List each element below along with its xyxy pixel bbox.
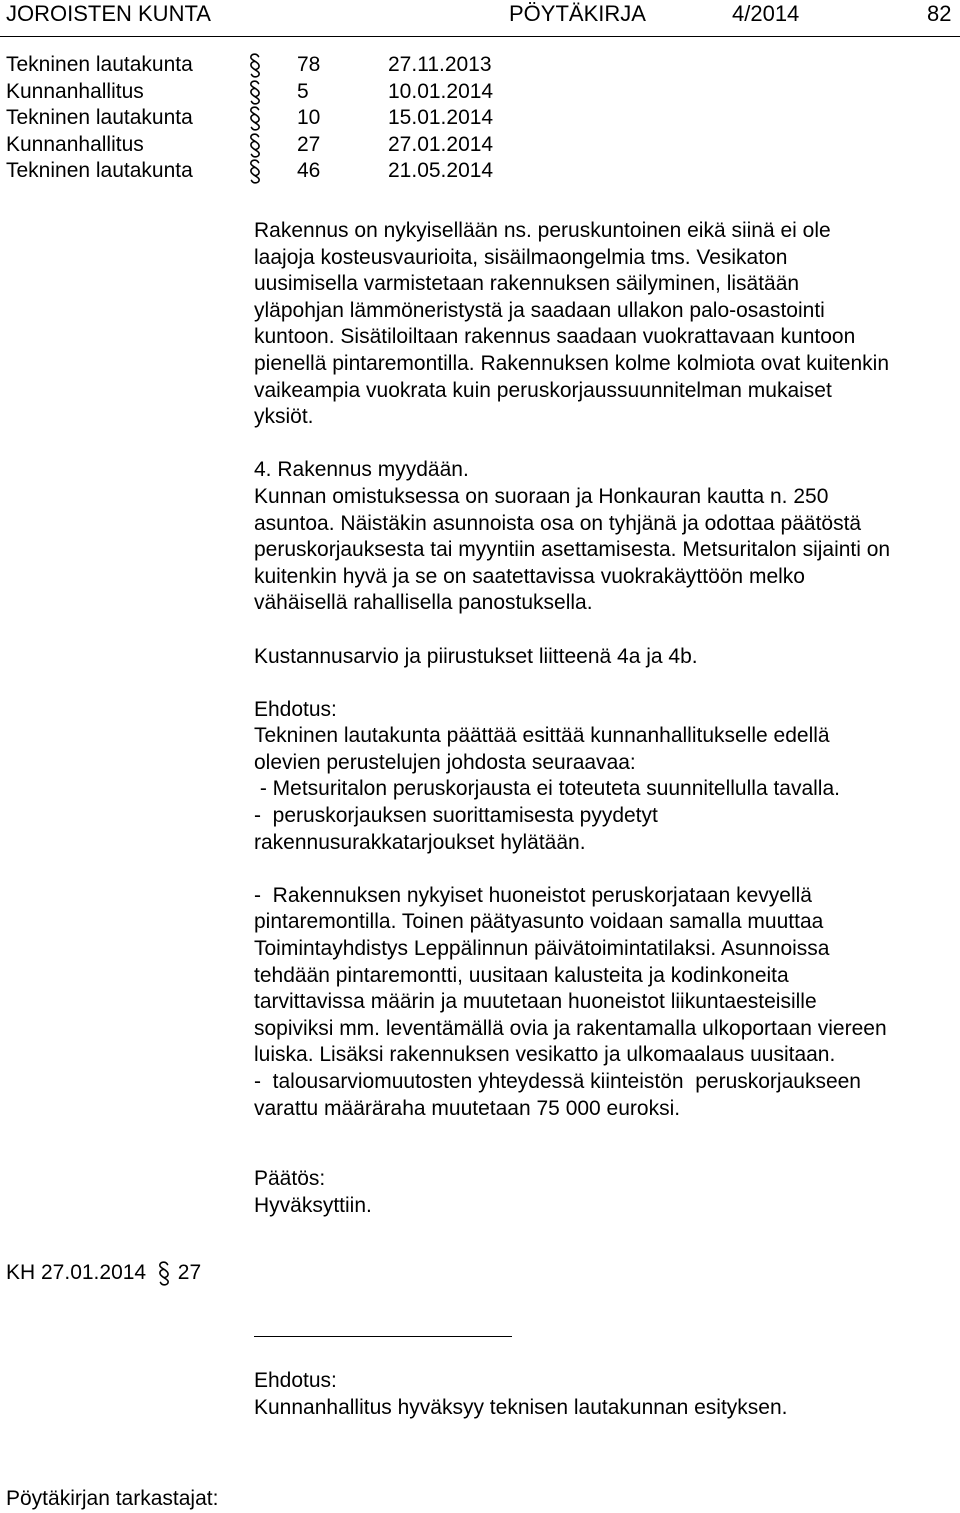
separator-line [254, 1336, 512, 1337]
text-line: - Rakennuksen nykyiset huoneistot peruskorjataan kevyellä [254, 883, 812, 907]
text-line: Kunnan omistuksessa on suoraan ja Honkauran kautta n. 250 [254, 484, 829, 508]
kh-proposal-text: Kunnanhallitus hyväksyy teknisen lautakunnan esityksen. [254, 1395, 788, 1419]
handling-history [6, 52, 706, 185]
attachments-note: Kustannusarvio ja piirustukset liitteenä 4a ja 4b. [254, 644, 698, 668]
text-line: pintaremontilla. Toinen päätyasunto voidaan samalla muuttaa [254, 910, 824, 934]
text-line: Rakennus on nykyisellään ns. peruskuntoinen eikä siinä ei ole [254, 219, 831, 242]
text-line: luiska. Lisäksi rakennuksen vesikatto ja ulkomaalaus uusitaan. [254, 1043, 836, 1067]
option-paragraph [254, 457, 960, 617]
text-line: 4. Rakennus myydään. [254, 458, 469, 482]
text-line: tehdään pintaremontti, uusitaan kalusteita ja kodinkoneita [254, 963, 789, 987]
issue-number: 4/2014 [732, 1, 800, 26]
kh-reference [6, 1260, 201, 1287]
section-number: 78 [297, 53, 321, 76]
text-line: - Metsuritalon peruskorjausta ei toteuteta suunnitellulla tavalla. [254, 777, 840, 801]
kh-proposal-label: Ehdotus: [254, 1369, 337, 1392]
meeting-date: 15.01.2014 [388, 106, 494, 130]
history-body: Tekninen lautakunta [6, 53, 193, 76]
page-number: 82 [927, 1, 952, 26]
text-line: Toimintayhdistys Leppälinnun päivätoimintatilaksi. Asunnoissa [254, 937, 830, 961]
proposal-label: Ehdotus: [254, 697, 337, 721]
text-line: Tekninen lautakunta päättää esittää kunnanhallitukselle edellä [254, 724, 830, 748]
text-line: yksiöt. [254, 405, 314, 429]
text-line: uusimisella varmistetaan rakennuksen säilyminen, lisätään [254, 272, 800, 296]
meeting-date: 27.11.2013 [388, 53, 492, 76]
section-sign-icon [247, 132, 263, 159]
text-line: varattu määräraha muutetaan 75 000 euroksi. [254, 1096, 681, 1120]
history-row [6, 132, 706, 159]
text-line: olevien perustelujen johdosta seuraavaa: [254, 750, 636, 774]
history-row [6, 52, 706, 79]
section-number: 10 [297, 106, 321, 130]
section-sign-icon [156, 1260, 172, 1287]
proposal-text-continued [254, 883, 960, 1122]
minutes-reviewers-label: Pöytäkirjan tarkastajat: [6, 1487, 219, 1510]
text-line: sopiviksi mm. leventämällä ovia ja rakentamalla ulkoportaan viereen [254, 1016, 887, 1040]
text-line: vaikeampia vuokrata kuin peruskorjaussuunnitelman mukaiset [254, 378, 832, 402]
agenda-body [254, 218, 960, 1219]
text-line: pienellä pintaremontilla. Rakennuksen kolme kolmiota ovat kuitenkin [254, 351, 890, 375]
history-body: Tekninen lautakunta [6, 159, 193, 183]
text-line: peruskorjauksesta tai myyntiin asettamisesta. Metsuritalon sijainti on [254, 538, 891, 562]
history-row [6, 158, 706, 185]
history-body: Kunnanhallitus [6, 79, 144, 103]
background-paragraph [254, 218, 960, 431]
section-sign-icon [247, 79, 263, 106]
text-line: kuitenkin hyvä ja se on saatettavissa vuokrakäyttöön melko [254, 564, 805, 588]
history-row [6, 79, 706, 106]
history-body: Tekninen lautakunta [6, 106, 193, 130]
text-line: - peruskorjauksen suorittamisesta pyydetyt [254, 804, 658, 828]
text-line: vähäisellä rahallisella panostuksella. [254, 591, 593, 615]
document-type: PÖYTÄKIRJA [509, 1, 646, 26]
meeting-date: 27.01.2014 [388, 132, 494, 156]
history-body: Kunnanhallitus [6, 132, 144, 156]
decision-text: Hyväksyttiin. [254, 1193, 372, 1217]
section-number: 5 [297, 79, 309, 103]
proposal-text [254, 723, 960, 856]
text-line: - talousarviomuutosten yhteydessä kiinteistön peruskorjaukseen [254, 1070, 861, 1093]
text-line: kuntoon. Sisätiloiltaan rakennus saadaan vuokrattavaan kuntoon [254, 325, 856, 349]
page-header [0, 0, 960, 30]
text-line: asuntoa. Näistäkin asunnoista osa on tyhjänä ja odottaa päätöstä [254, 511, 862, 535]
section-sign-icon [247, 52, 263, 79]
kh-section-number: 27 [177, 1261, 202, 1284]
section-sign-icon [247, 105, 263, 132]
text-line: tarvittavissa määrin ja muutetaan huoneistot liikuntaesteisille [254, 990, 817, 1014]
kh-reference-text: KH 27.01.2014 [6, 1261, 147, 1284]
text-line: rakennusurakkatarjoukset hylätään. [254, 830, 586, 854]
kh-section [254, 1368, 960, 1421]
section-number: 46 [297, 159, 321, 183]
section-sign-icon [247, 158, 263, 185]
meeting-date: 21.05.2014 [388, 159, 494, 183]
decision-label: Päätös: [254, 1167, 326, 1191]
meeting-date: 10.01.2014 [388, 79, 494, 103]
header-divider [0, 36, 960, 37]
text-line: laajoja kosteusvaurioita, sisäilmaongelmia tms. Vesikaton [254, 245, 788, 269]
section-number: 27 [297, 132, 321, 156]
municipality-name: JOROISTEN KUNTA [6, 1, 211, 26]
text-line: yläpohjan lämmöneristystä ja saadaan ullakon palo-osastointi [254, 298, 825, 322]
history-row [6, 105, 706, 132]
